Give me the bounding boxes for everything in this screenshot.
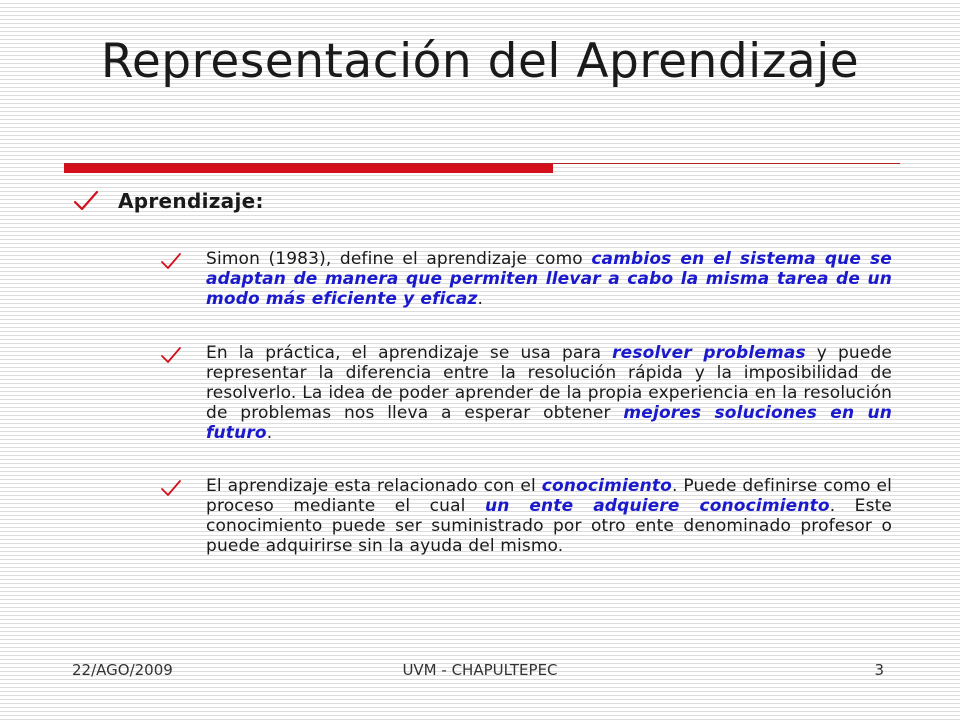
bullet-item [160,476,892,556]
slide-title: Representación del Aprendizaje [100,34,860,89]
text-segment: . Puede definirse como el proceso mediante el cual [206,476,892,516]
bullet-text [206,476,892,556]
emphasized-text: resolver problemas [612,343,806,363]
text-segment: En la práctica, el aprendizaje se usa para [206,343,613,363]
emphasized-text: conocimiento [541,476,672,496]
section-heading: Aprendizaje: [118,189,264,213]
emphasized-text: mejores soluciones en un futuro [206,403,892,443]
bullet-item [160,343,892,443]
checkmark-icon [160,478,182,498]
emphasized-text: un ente adquiere conocimiento [484,496,830,516]
footer-date: 22/AGO/2009 [72,661,173,679]
bullet-text [206,249,892,309]
text-segment: . Este conocimiento puede ser suministrado por otro ente denominado profesor o puede adquirirse sin la ayuda del mismo. [206,496,893,556]
text-segment: . [266,423,273,443]
text-segment: y puede representar la diferencia entre la resolución rápida y la imposibilidad de resolverlo. La idea de poder aprender de la propia experiencia en la resolución de problemas nos lleva a esperar obtener [206,343,893,423]
text-segment: Simon (1983), define el aprendizaje como [206,249,592,269]
title-accent-bar [64,164,553,173]
text-segment: El aprendizaje esta relacionado con el [206,476,542,496]
bullet-item [160,249,892,309]
text-segment: . [477,289,484,309]
checkmark-icon [72,188,100,214]
emphasized-text: cambios en el sistema que se adaptan de manera que permiten llevar a cabo la misma tarea de un modo más eficiente y eficaz [206,249,892,309]
checkmark-icon [160,345,182,365]
checkmark-icon [160,251,182,271]
slide-number: 3 [874,661,884,679]
heading-row [72,186,264,216]
footer-organization: UVM - CHAPULTEPEC [402,661,558,679]
bullet-text [206,343,892,443]
